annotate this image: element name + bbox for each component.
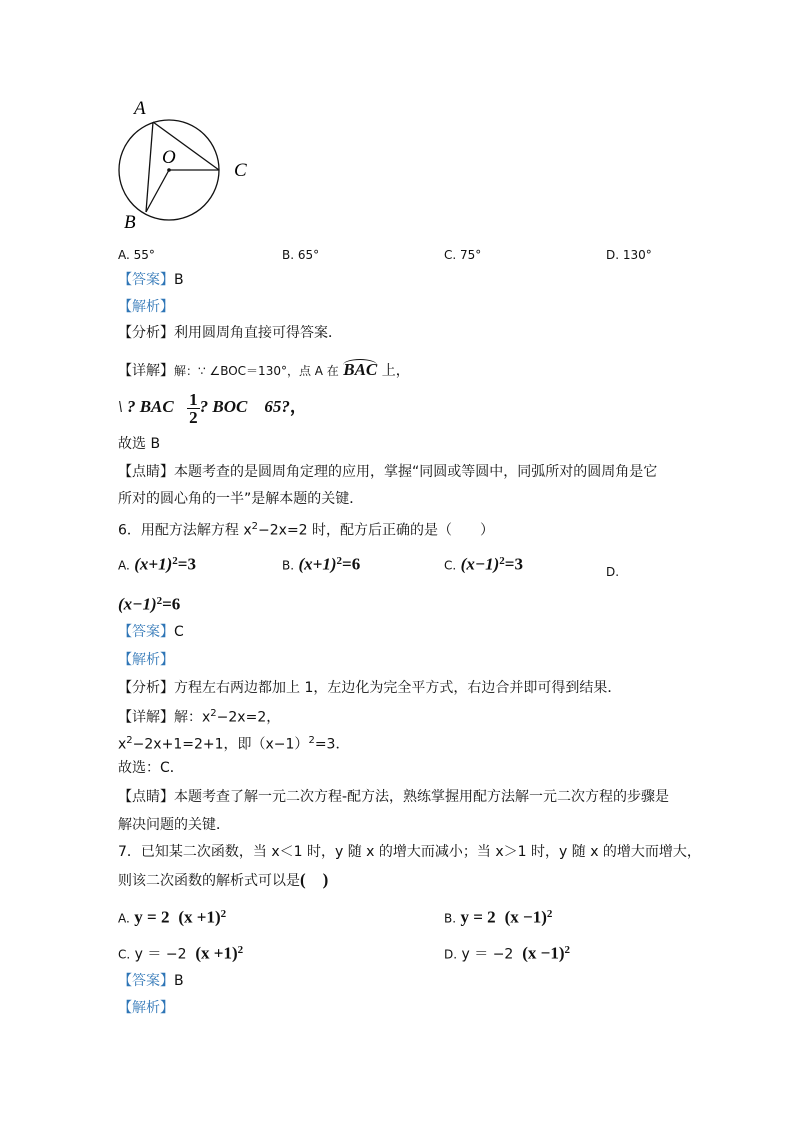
q5-option-a: A. 55° — [118, 248, 155, 262]
q6-stem: 6．用配方法解方程 $x^2-2x=2$ 时，配方后正确的是（ ） — [118, 521, 495, 539]
q5-option-c: C. 75° — [444, 248, 482, 262]
label-c: C — [234, 160, 247, 181]
q6-option-c: C. $(x-1)^2=3$ — [444, 554, 523, 574]
q7-jiexi: 【解析】 — [118, 1000, 174, 1016]
q7-stem-2: 则该二次函数的解析式可以是( ) — [118, 870, 329, 889]
q5-formula: \ ? BAC $\frac{1}{2}$ ? BOC 65?， — [118, 389, 307, 427]
q6-answer: 【答案】C — [118, 624, 184, 640]
q5-option-d: D. 130° — [606, 248, 652, 262]
q5-option-b: B. 65° — [282, 248, 320, 262]
circle-diagram — [110, 92, 270, 232]
q7-answer: 【答案】B — [118, 973, 184, 989]
q7-option-a: A. y = 2 $(x +1)^2$ — [118, 907, 227, 927]
q6-fenxi: 【分析】方程左右两边都加上 1，左边化为完全平方式，右边合并即可得到结果． — [118, 680, 622, 696]
q6-option-a: A. $(x+1)^2=3$ — [118, 554, 196, 574]
q6-step: $x^2-2x+1=2+1$，即$(x-1)^2=3$． — [118, 735, 350, 753]
q6-guxuan: 故选：C． — [118, 760, 184, 776]
q5-dianjing-2: 所对的圆心角的一半”是解本题的关键． — [118, 491, 364, 507]
q6-dianjing: 【点睛】本题考查了解一元二次方程-配方法，熟练掌握用配方法解一元二次方程的步骤是 — [118, 789, 670, 805]
q6-xiangjie: 【详解】解：$x^2-2x=2$， — [118, 708, 281, 726]
q5-fenxi: 【分析】利用圆周角直接可得答案． — [118, 325, 342, 341]
q6-option-d: $(x-1)^2=6$ — [118, 594, 181, 614]
q6-option-b: B. $(x+1)^2=6$ — [282, 554, 361, 574]
q7-option-b: B. y = 2 $(x -1)^2$ — [444, 907, 553, 927]
q7-stem-1: 7．已知某二次函数，当 x＜1 时，y 随 x 的增大而减小；当 x＞1 时，y 随 x 的增大而增大， — [118, 844, 701, 860]
label-o: O — [162, 147, 176, 168]
q6-jiexi: 【解析】 — [118, 652, 174, 668]
label-a: A — [134, 98, 146, 119]
q5-answer: 【答案】B — [118, 272, 184, 288]
q7-option-c: C. y ＝ −2 $(x +1)^2$ — [118, 943, 244, 963]
q6-option-d-letter: D. — [606, 565, 620, 579]
q6-dianjing-2: 解决问题的关键． — [118, 817, 230, 833]
q5-jiexi: 【解析】 — [118, 299, 174, 315]
q5-dianjing: 【点睛】本题考查的是圆周角定理的应用，掌握“同圆或等圆中，同弧所对的圆周角是它 — [118, 464, 658, 480]
q5-guxuan: 故选 B — [118, 436, 161, 452]
q7-option-d: D. y ＝ −2 $(x -1)^2$ — [444, 943, 571, 963]
label-b: B — [124, 212, 136, 232]
q5-xiangjie: 【详解】解：∵ ∠BOC＝130°，点 A 在 BAC 上， — [118, 360, 410, 379]
